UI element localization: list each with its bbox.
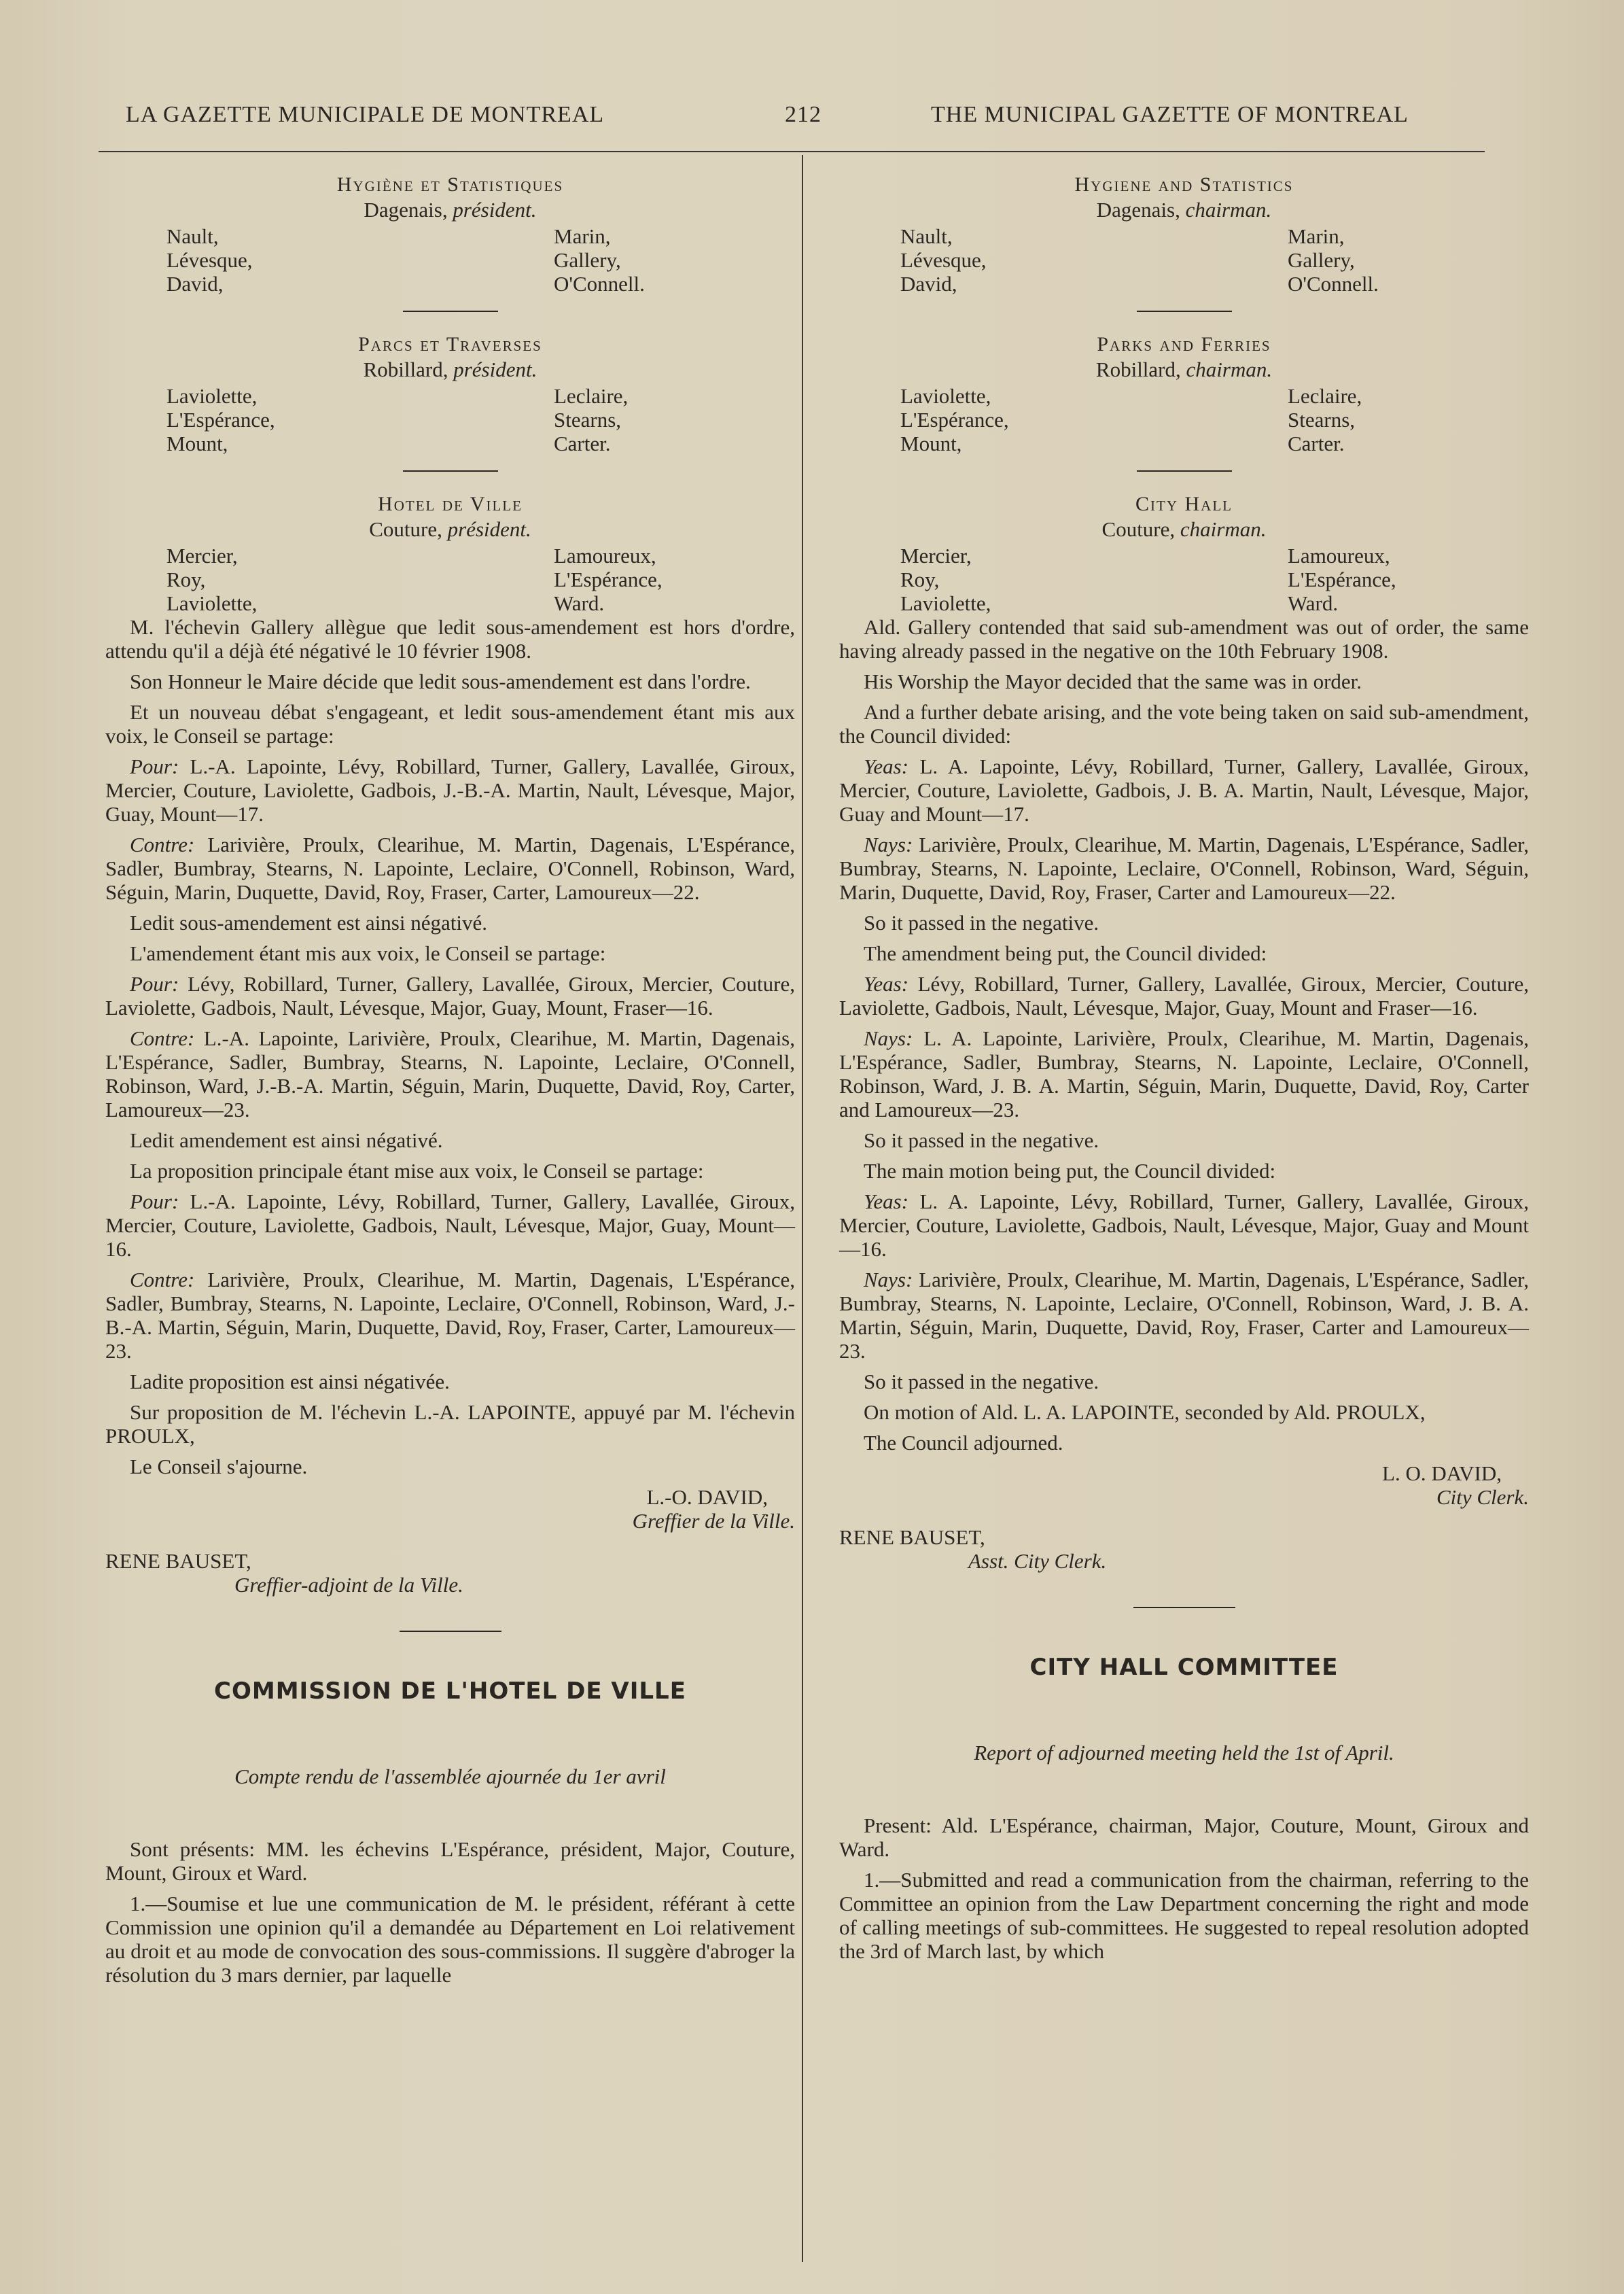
committee-members: Mercier, Roy, Laviolette, Lamoureux, L'Espérance, Ward.	[166, 544, 663, 615]
committee-title: City Hall	[1135, 493, 1233, 515]
vote-nays: Nays: Larivière, Proulx, Clearihue, M. Martin, Dagenais, L'Espérance, Sadler, Bumbray, Stearns, N. Lapointe, Leclaire, O'Connell, Robinson, Ward, J. B. A. Martin, Séguin, Marin, Duquette, David, Roy, Fraser, Carter and Lamoureux—23.	[839, 1268, 1529, 1363]
paragraph: Le Conseil s'ajourne.	[130, 1455, 308, 1478]
paragraph: The main motion being put, the Council divided:	[864, 1159, 1276, 1183]
clerk-signature: L. O. DAVID, City Clerk.	[1382, 1461, 1529, 1509]
committee-chair: Robillard, chairman.	[1095, 358, 1273, 381]
paragraph: M. l'échevin Gallery allègue que ledit sous-amendement est hors d'ordre, attendu qu'il a déjà été négativé le 10 février 1908.	[105, 615, 795, 663]
vote-yeas: Yeas: L. A. Lapointe, Lévy, Robillard, Turner, Gallery, Lavallée, Giroux, Mercier, Couture, Laviolette, Gadbois, J. B. A. Martin, Nault, Lévesque, Major, Guay and Mount—17.	[839, 754, 1529, 826]
committee-title: Hygiene and Statistics	[1074, 173, 1294, 196]
paragraph: Sont présents: MM. les échevins L'Espérance, président, Major, Couture, Mount, Giroux et Ward.	[105, 1837, 795, 1885]
vote-pour: Pour: L.-A. Lapointe, Lévy, Robillard, Turner, Gallery, Lavallée, Giroux, Mercier, Couture, Laviolette, Gadbois, Nault, Lévesque, Major, Guay, Mount—16.	[105, 1189, 795, 1261]
divider	[1137, 470, 1232, 472]
paragraph: Ledit sous-amendement est ainsi négativé.	[130, 911, 487, 935]
committee-parcs-fr	[105, 332, 795, 455]
committee-title: Hygiène et Statistiques	[336, 173, 564, 196]
clerk-signature: L.-O. DAVID, Greffier de la Ville.	[632, 1485, 795, 1533]
paragraph: So it passed in the negative.	[864, 1370, 1099, 1393]
divider	[403, 311, 498, 312]
paragraph: Present: Ald. L'Espérance, chairman, Major, Couture, Mount, Giroux and Ward.	[839, 1813, 1529, 1861]
page-number: 212	[785, 102, 822, 127]
divider	[403, 470, 498, 472]
committee-title: Parks and Ferries	[1097, 333, 1271, 355]
committee-cityhall-en	[839, 492, 1529, 615]
committee-chair: Dagenais, président.	[364, 198, 537, 222]
vote-contre: Contre: Larivière, Proulx, Clearihue, M. Martin, Dagenais, L'Espérance, Sadler, Bumbray, Stearns, N. Lapointe, Leclaire, O'Connell, Robinson, Ward, J.-B.-A. Martin, Séguin, Marin, Duquette, David, Roy, Fraser, Carter, Lamoureux—23.	[105, 1268, 795, 1363]
committee-chair: Robillard, président.	[363, 358, 537, 381]
divider	[1137, 311, 1232, 312]
section-title: CITY HALL COMMITTEE	[1029, 1654, 1339, 1681]
committee-members: Nault, Lévesque, David, Marin, Gallery, O'Connell.	[900, 224, 1379, 296]
committee-members: Nault, Lévesque, David, Marin, Gallery, O'Connell.	[166, 224, 645, 296]
french-column	[105, 170, 795, 1994]
paragraph: The amendment being put, the Council divided:	[864, 941, 1267, 965]
paragraph: The Council adjourned.	[864, 1431, 1063, 1455]
committee-chair: Dagenais, chairman.	[1096, 198, 1272, 222]
english-column	[839, 170, 1529, 1970]
running-head	[99, 102, 1485, 136]
divider	[1133, 1607, 1235, 1608]
divider	[400, 1631, 501, 1632]
assistant-clerk-signature: RENE BAUSET, Greffier-adjoint de la Ville.	[105, 1549, 463, 1597]
paragraph: And a further debate arising, and the vote being taken on said sub-amendment, the Council divided:	[839, 700, 1529, 748]
paragraph: So it passed in the negative.	[864, 1128, 1099, 1152]
paragraph: Et un nouveau débat s'engageant, et ledit sous-amendement étant mis aux voix, le Conseil se partage:	[105, 700, 795, 748]
paragraph: 1.—Soumise et lue une communication de M. le président, référant à cette Commission une opinion qu'il a demandée au Département en Loi relativement au droit et au mode de convocation des sous-commissions. Il suggère d'abroger la résolution du 3 mars dernier, par laquelle	[105, 1892, 795, 1987]
paragraph: Ald. Gallery contended that said sub-amendment was out of order, the same having already passed in the negative on the 10th February 1908.	[839, 615, 1529, 663]
section-title: COMMISSION DE L'HOTEL DE VILLE	[214, 1678, 686, 1705]
header-rule	[99, 151, 1485, 152]
committee-chair: Couture, président.	[369, 517, 531, 541]
vote-nays: Nays: L. A. Lapointe, Larivière, Proulx, Clearihue, M. Martin, Dagenais, L'Espérance, Sadler, Bumbray, Stearns, N. Lapointe, Leclaire, O'Connell, Robinson, Ward, J. B. A. Martin, Séguin, Marin, Duquette, David, Roy, Carter and Lamoureux—23.	[839, 1026, 1529, 1122]
committee-chair: Couture, chairman.	[1101, 517, 1267, 541]
vote-yeas: Yeas: Lévy, Robillard, Turner, Gallery, Lavallée, Giroux, Mercier, Couture, Laviolette, Gadbois, Nault, Lévesque, Major, Guay, Mount and Fraser—16.	[839, 972, 1529, 1020]
vote-nays: Nays: Larivière, Proulx, Clearihue, M. Martin, Dagenais, L'Espérance, Sadler, Bumbray, Stearns, N. Lapointe, Leclaire, O'Connell, Robinson, Ward, Séguin, Marin, Duquette, David, Roy, Fraser, Carter and Lamoureux—22.	[839, 833, 1529, 904]
column-divider	[802, 155, 803, 2262]
committee-hygiene-fr	[105, 173, 795, 296]
committee-title: Hotel de Ville	[378, 493, 523, 515]
paragraph: Son Honneur le Maire décide que ledit sous-amendement est dans l'ordre.	[130, 670, 751, 693]
section-subtitle: Compte rendu de l'assemblée ajournée du 1er avril	[234, 1765, 666, 1788]
paragraph: His Worship the Mayor decided that the same was in order.	[864, 670, 1362, 693]
vote-contre: Contre: L.-A. Lapointe, Larivière, Proulx, Clearihue, M. Martin, Dagenais, L'Espérance, Sadler, Bumbray, Stearns, N. Lapointe, Leclaire, O'Connell, Robinson, Ward, J.-B.-A. Martin, Séguin, Marin, Duquette, David, Roy, Carter, Lamoureux—23.	[105, 1026, 795, 1122]
committee-members: Laviolette, L'Espérance, Mount, Leclaire, Stearns, Carter.	[166, 384, 629, 455]
paragraph: So it passed in the negative.	[864, 911, 1099, 935]
paragraph: Sur proposition de M. l'échevin L.-A. LAPOINTE, appuyé par M. l'échevin PROULX,	[105, 1400, 795, 1448]
vote-pour: Pour: Lévy, Robillard, Turner, Gallery, Lavallée, Giroux, Mercier, Couture, Laviolette, Gadbois, Nault, Lévesque, Major, Guay, Mount, Fraser—16.	[105, 972, 795, 1020]
header-french-title: LA GAZETTE MUNICIPALE DE MONTREAL	[126, 102, 605, 127]
committee-members: Mercier, Roy, Laviolette, Lamoureux, L'Espérance, Ward.	[900, 544, 1396, 615]
committee-hygiene-en	[839, 173, 1529, 296]
vote-pour: Pour: L.-A. Lapointe, Lévy, Robillard, Turner, Gallery, Lavallée, Giroux, Mercier, Couture, Laviolette, Gadbois, J.-B.-A. Martin, Nault, Lévesque, Major, Guay, Mount—17.	[105, 754, 795, 826]
header-english-title: THE MUNICIPAL GAZETTE OF MONTREAL	[931, 102, 1409, 127]
paragraph: On motion of Ald. L. A. LAPOINTE, seconded by Ald. PROULX,	[864, 1400, 1426, 1424]
paragraph: La proposition principale étant mise aux voix, le Conseil se partage:	[130, 1159, 704, 1183]
section-subtitle: Report of adjourned meeting held the 1st of April.	[974, 1741, 1394, 1765]
vote-yeas: Yeas: L. A. Lapointe, Lévy, Robillard, Turner, Gallery, Lavallée, Giroux, Mercier, Couture, Laviolette, Gadbois, Nault, Lévesque, Major, Guay and Mount—16.	[839, 1189, 1529, 1261]
paragraph: L'amendement étant mis aux voix, le Conseil se partage:	[130, 941, 606, 965]
vote-contre: Contre: Larivière, Proulx, Clearihue, M. Martin, Dagenais, L'Espérance, Sadler, Bumbray, Stearns, N. Lapointe, Leclaire, O'Connell, Robinson, Ward, Séguin, Marin, Duquette, David, Roy, Fraser, Carter, Lamoureux—22.	[105, 833, 795, 904]
paragraph: Ladite proposition est ainsi négativée.	[130, 1370, 450, 1393]
committee-title: Parcs et Traverses	[358, 333, 542, 355]
paragraph: Ledit amendement est ainsi négativé.	[130, 1128, 443, 1152]
committee-members: Laviolette, L'Espérance, Mount, Leclaire, Stearns, Carter.	[900, 384, 1362, 455]
assistant-clerk-signature: RENE BAUSET, Asst. City Clerk.	[839, 1525, 1107, 1573]
committee-parks-en	[839, 332, 1529, 455]
paragraph: 1.—Submitted and read a communication from the chairman, referring to the Committee an opinion from the Law Department concerning the right and mode of calling meetings of sub-committees. He suggested to repeal resolution adopted the 3rd of March last, by which	[839, 1868, 1529, 1963]
committee-hotel-fr	[105, 492, 795, 615]
